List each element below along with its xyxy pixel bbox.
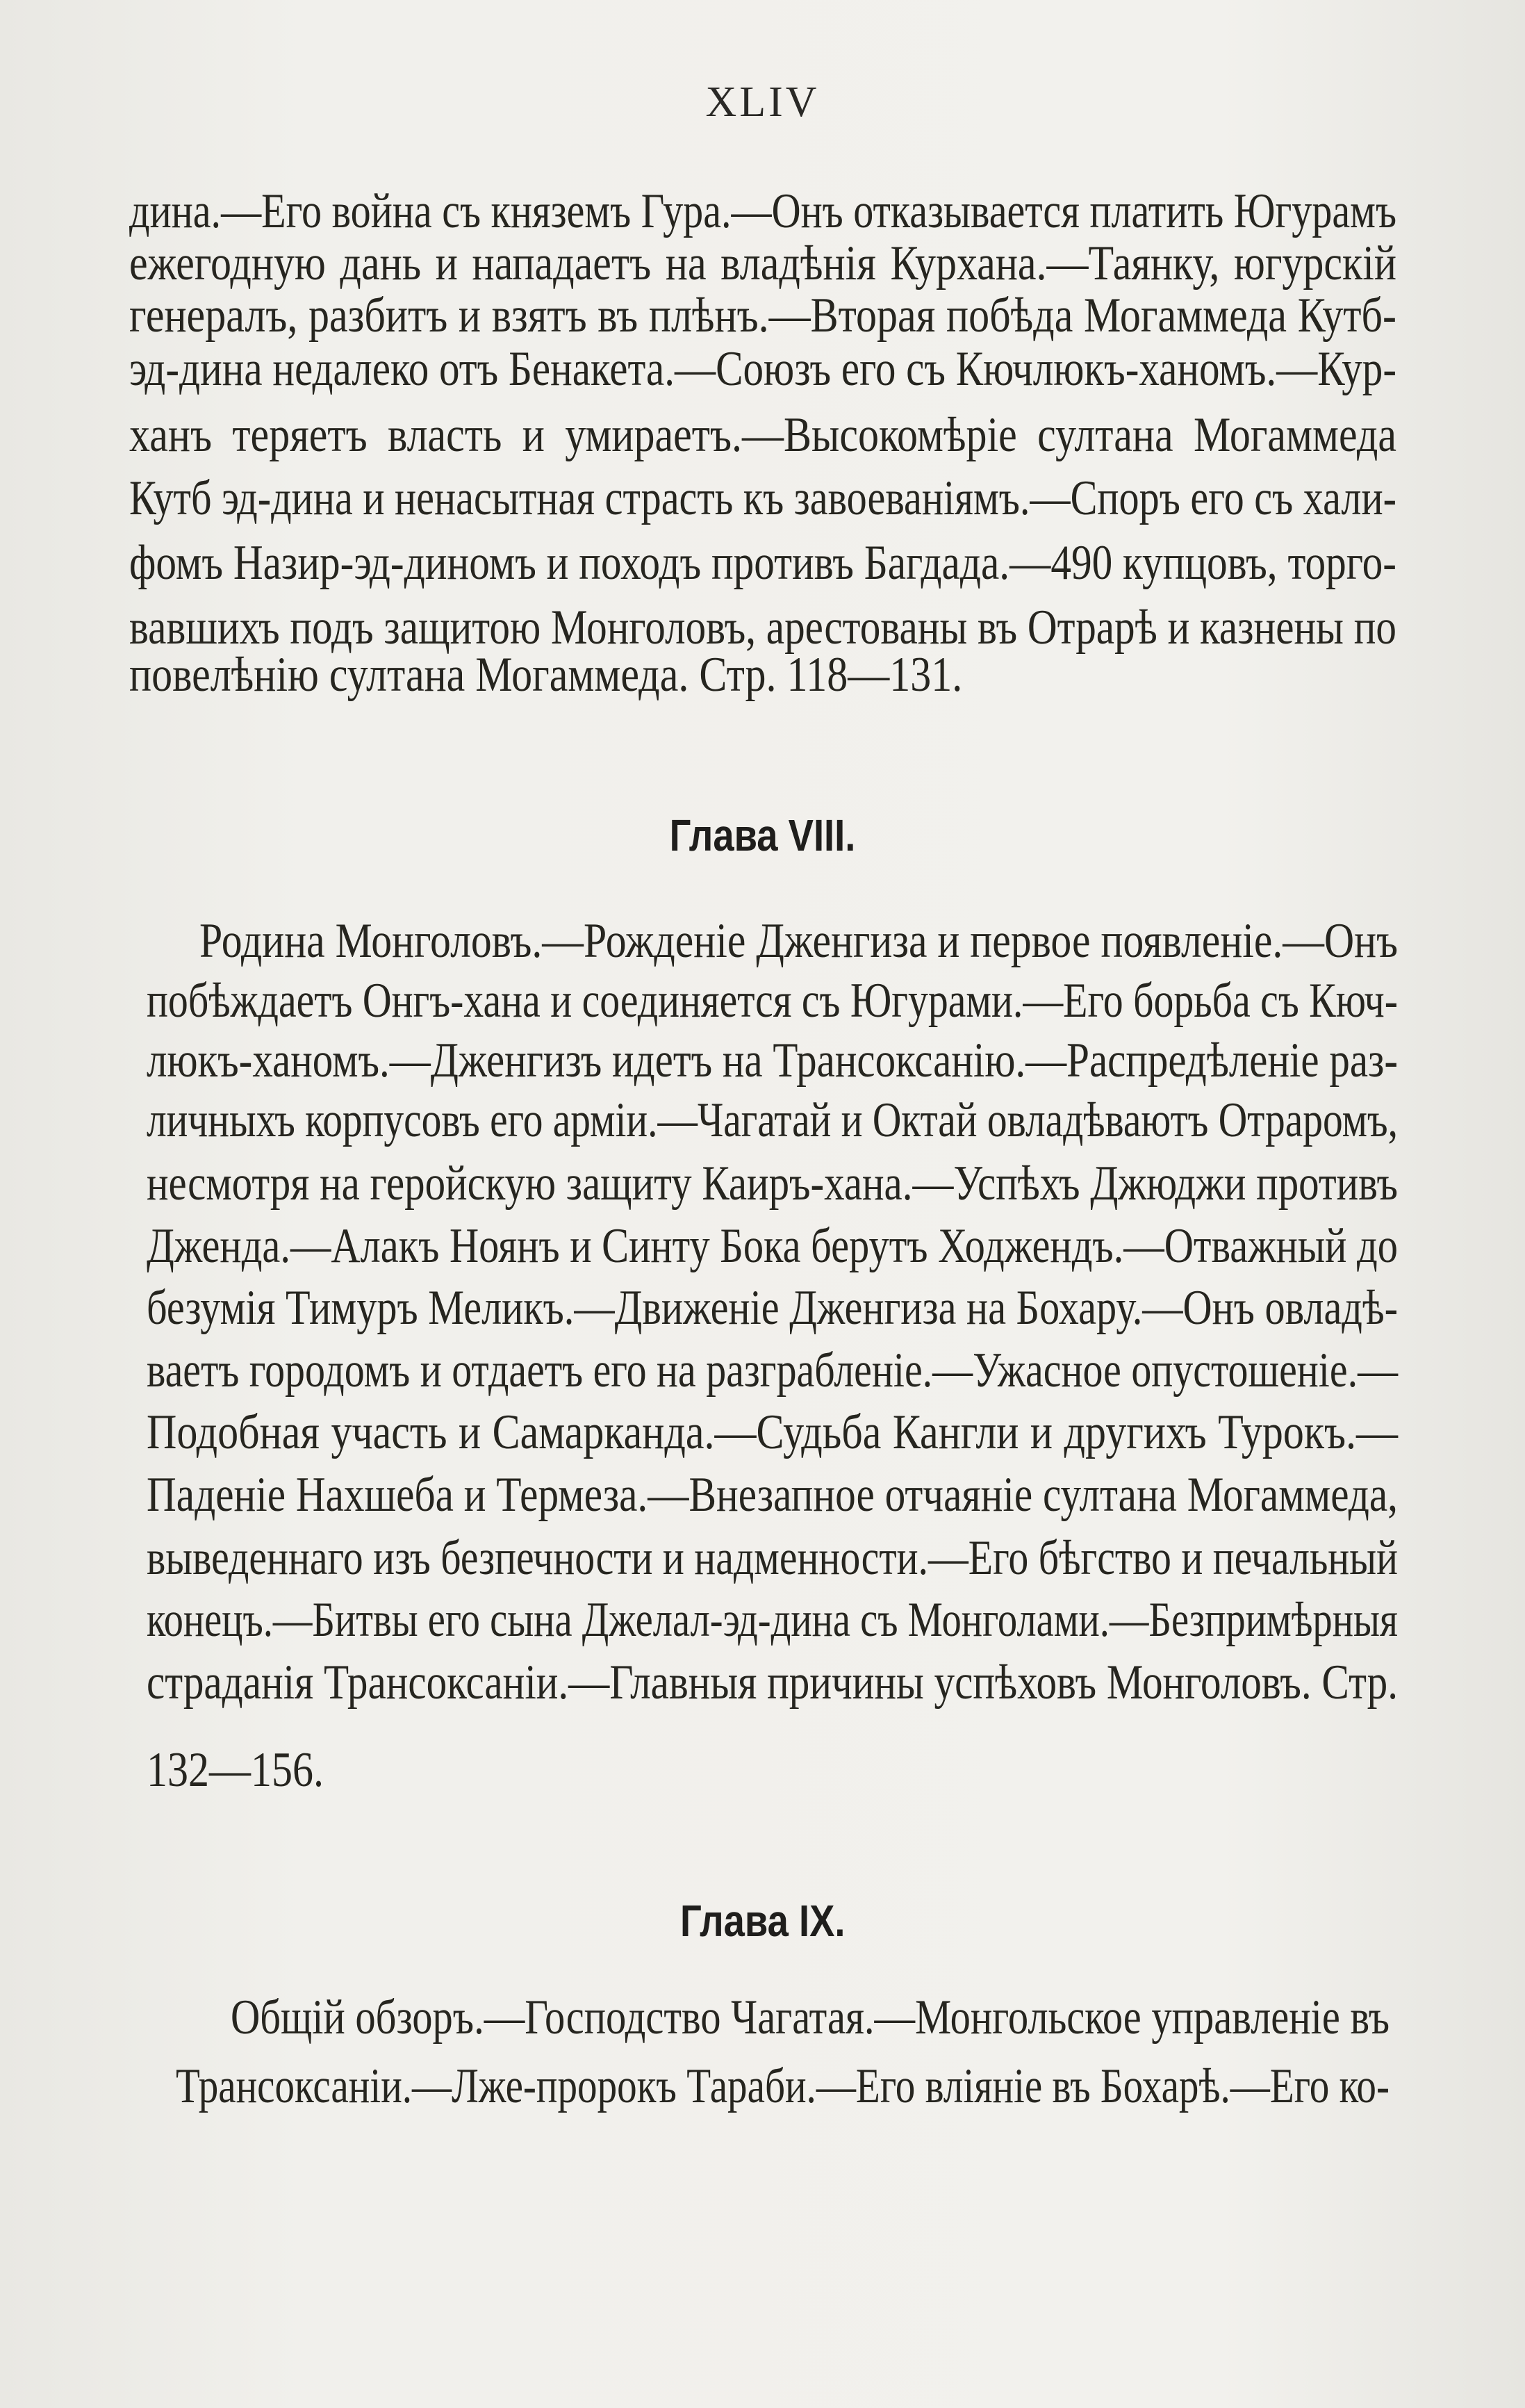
text-line: несмотря на геройскую защиту Каиръ-хана.—Успѣхъ Джюджи противъ: [147, 1156, 1398, 1211]
text-line: эд-дина недалеко отъ Бенакета.—Союзъ его съ Кючлюкъ-ханомъ.—Кур-: [129, 341, 1396, 396]
text-line: вавшихъ подъ защитою Монголовъ, арестованы въ Отрарѣ и казнены по: [129, 600, 1396, 655]
text-line: Общій обзоръ.—Господство Чагатая.—Монгольское управленіе въ: [231, 1990, 1390, 2045]
text-line: повелѣнію султана Могаммеда. Стр. 118—131.: [129, 647, 963, 702]
text-line: Паденіе Нахшеба и Термеза.—Внезапное отчаяніе султана Могаммеда,: [147, 1467, 1398, 1522]
chapter-heading: [0, 1895, 1525, 1947]
text-line: Подобная участь и Самарканда.—Судьба Кангли и другихъ Турокъ.—: [147, 1404, 1398, 1459]
chapter-heading: [0, 810, 1525, 861]
text-line: ваетъ городомъ и отдаетъ его на разграбленіе.—Ужасное опустошеніе.—: [147, 1343, 1398, 1398]
chapter-heading-text: Глава IX.: [679, 1896, 846, 1946]
text-line: конецъ.—Битвы его сына Джелал-эд-дина съ Монголами.—Безпримѣрныя: [147, 1592, 1398, 1647]
text-line: генералъ, разбитъ и взятъ въ плѣнъ.—Вторая побѣда Могаммеда Кутб-: [129, 288, 1396, 343]
text-line: личныхъ корпусовъ его арміи.—Чагатай и Октай овладѣваютъ Отраромъ,: [147, 1092, 1398, 1147]
text-line: 132—156.: [147, 1742, 324, 1797]
text-line: дина.—Его война съ княземъ Гура.—Онъ отказывается платить Югурамъ: [129, 183, 1396, 238]
text-line: безумія Тимуръ Меликъ.—Движеніе Дженгиза на Бохару.—Онъ овладѣ-: [147, 1280, 1398, 1335]
text-line: Трансоксаніи.—Лже-пророкъ Тараби.—Его вліяніе въ Бохарѣ.—Его ко-: [176, 2058, 1390, 2113]
text-line: выведеннаго изъ безпечности и надменности.—Его бѣгство и печальный: [147, 1530, 1398, 1585]
text-line: побѣждаетъ Онгъ-хана и соединяется съ Югурами.—Его борьба съ Кюч-: [147, 973, 1398, 1028]
text-line: Родина Монголовъ.—Рожденіе Дженгиза и первое появленіе.—Онъ: [199, 913, 1398, 968]
text-line: Дженда.—Алакъ Ноянъ и Синту Бока берутъ Ходжендъ.—Отважный до: [147, 1218, 1398, 1273]
text-line: фомъ Назир-эд-диномъ и походъ противъ Багдада.—490 купцовъ, торго-: [129, 535, 1396, 590]
text-line: люкъ-ханомъ.—Дженгизъ идетъ на Трансоксанію.—Распредѣленіе раз-: [147, 1033, 1398, 1088]
chapter-heading-text: Глава VIII.: [669, 810, 856, 860]
text-line: страданія Трансоксаніи.—Главныя причины успѣховъ Монголовъ. Стр.: [147, 1655, 1398, 1710]
page-number: XLIV: [705, 79, 820, 126]
text-line: Кутб эд-дина и ненасытная страсть къ завоеваніямъ.—Споръ его съ хали-: [129, 470, 1396, 525]
text-line: ежегодную дань и нападаетъ на владѣнія Курхана.—Таянку, югурскій: [129, 236, 1396, 290]
text-line: ханъ теряетъ власть и умираетъ.—Высокомѣріе султана Могаммеда: [129, 407, 1396, 462]
